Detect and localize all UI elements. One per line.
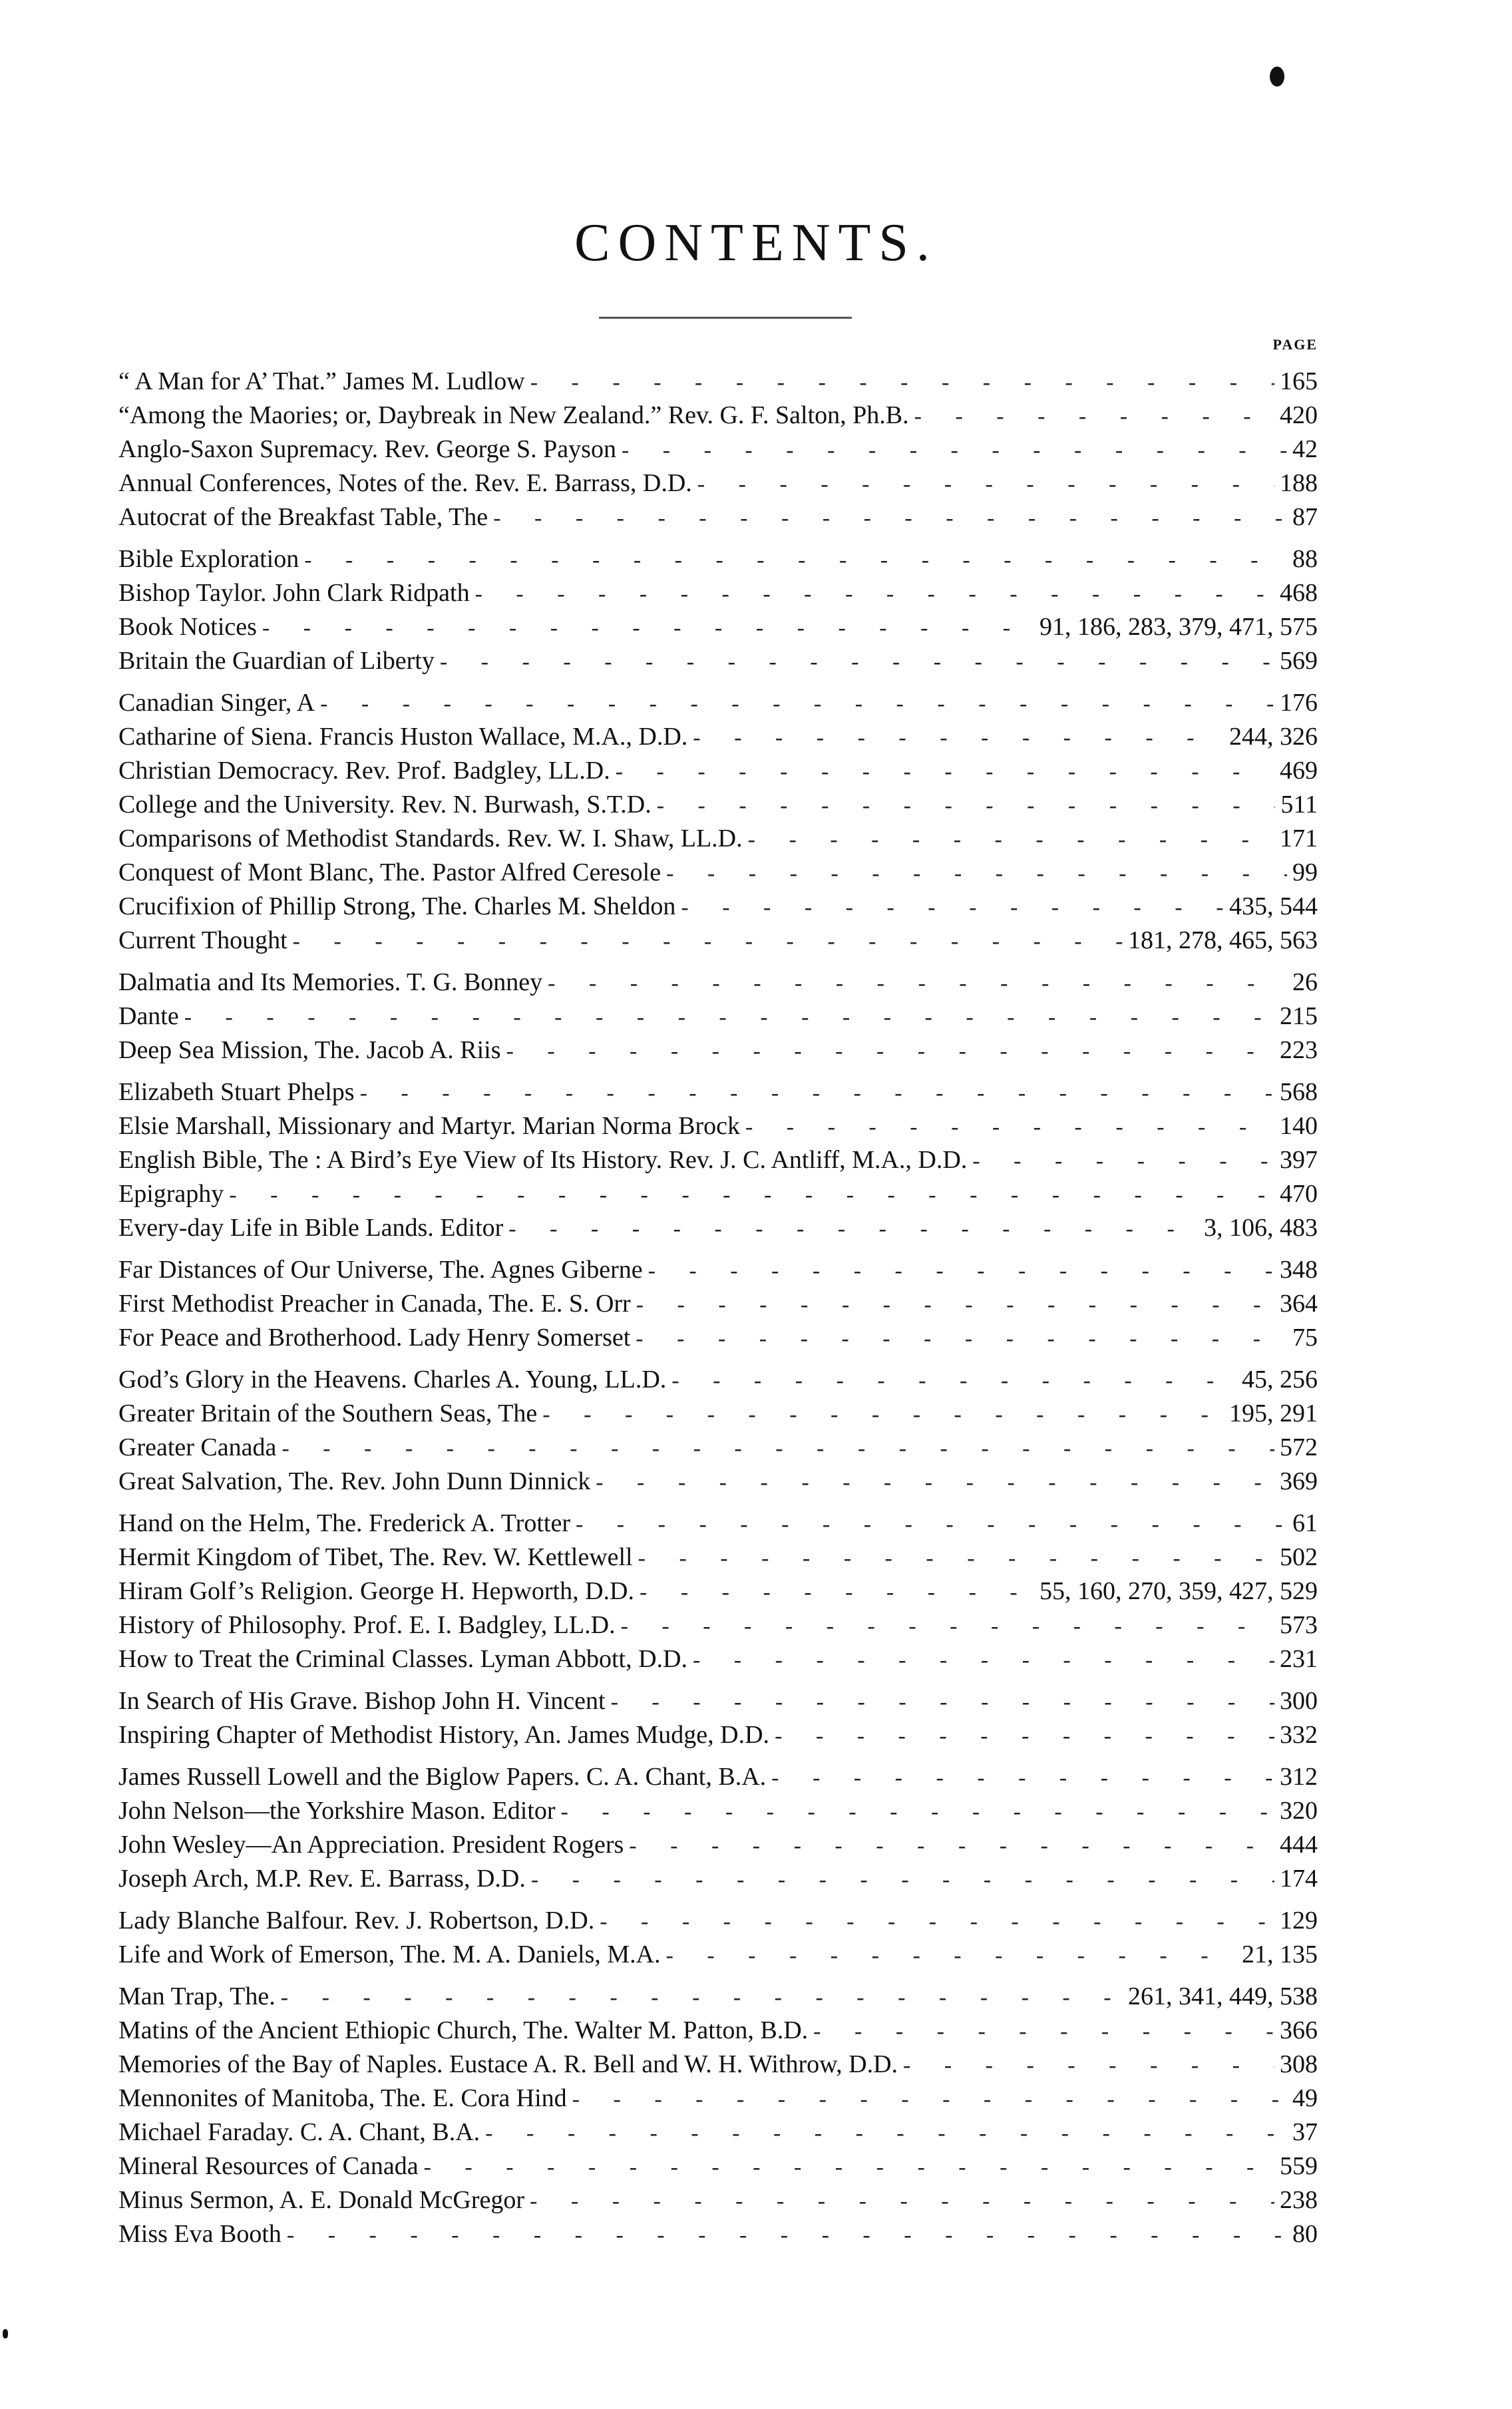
entry-title: History of Philosophy. Prof. E. I. Badgley, LL.D.: [118, 1611, 616, 1639]
dot-leader: [771, 1761, 1274, 1795]
entry-title: Elizabeth Stuart Phelps: [118, 1078, 355, 1106]
entry-page-numbers: 223: [1280, 1036, 1318, 1064]
entry-page-numbers: 165: [1280, 367, 1318, 395]
entry-title: Inspiring Chapter of Methodist History, An. James Mudge, D.D.: [118, 1721, 770, 1749]
dot-leader: [508, 1212, 1199, 1246]
entry-title: Hand on the Helm, The. Frederick A. Trotter: [118, 1509, 570, 1537]
toc-entry: [118, 1541, 1318, 1575]
entry-title: Matins of the Ancient Ethiopic Church, The. Walter M. Patton, B.D.: [118, 2016, 809, 2044]
dot-leader: [576, 1507, 1287, 1541]
entry-title: Deep Sea Mission, The. Jacob A. Riis: [118, 1036, 501, 1064]
dot-leader: [611, 1685, 1274, 1719]
entry-page-numbers: 332: [1280, 1721, 1318, 1749]
toc-entry: [118, 542, 1318, 576]
dot-leader: [600, 1905, 1274, 1939]
toc-entry: [118, 1507, 1318, 1541]
entry-title: Memories of the Bay of Naples. Eustace A. R. Bell and W. H. Withrow, D.D.: [118, 2050, 898, 2078]
entry-title: Annual Conferences, Notes of the. Rev. E. Barrass, D.D.: [118, 469, 692, 497]
dot-leader: [638, 1541, 1274, 1575]
dot-leader: [304, 543, 1287, 577]
toc-entry: [118, 1794, 1318, 1828]
toc-entry: [118, 365, 1318, 399]
dot-leader: [506, 1034, 1274, 1068]
dot-leader: [475, 577, 1274, 611]
dot-leader: [622, 433, 1287, 467]
toc-entry: [118, 433, 1318, 466]
entry-title: Autocrat of the Breakfast Table, The: [118, 503, 488, 531]
entry-title: Man Trap, The.: [118, 1982, 276, 2010]
entry-title: Bible Exploration: [118, 545, 299, 573]
entry-page-numbers: 174: [1280, 1865, 1318, 1893]
entry-page-numbers: 61: [1292, 1509, 1318, 1537]
entry-page-numbers: 435, 544: [1229, 892, 1318, 920]
toc-entry: [118, 856, 1318, 890]
entry-title: Mineral Resources of Canada: [118, 2152, 419, 2180]
toc-entry: [118, 754, 1318, 788]
entry-title: Elsie Marshall, Missionary and Martyr. Marian Norma Brock: [118, 1112, 740, 1140]
entry-title: Far Distances of Our Universe, The. Agnes Giberne: [118, 1256, 643, 1284]
dot-leader: [671, 1364, 1236, 1397]
toc-entry: [118, 1938, 1318, 1972]
ink-dot-mark: [1270, 67, 1284, 87]
entry-title: Christian Democracy. Rev. Prof. Badgley, LL.D.: [118, 757, 610, 785]
entry-page-numbers: 468: [1280, 579, 1318, 607]
dot-leader: [262, 611, 1034, 645]
entry-page-numbers: 244, 326: [1229, 723, 1318, 751]
toc-entry: [118, 720, 1318, 754]
table-of-contents: [118, 365, 1318, 2259]
entry-page-numbers: 75: [1292, 1324, 1318, 1352]
toc-entry: [118, 1718, 1318, 1752]
dot-leader: [424, 2150, 1274, 2184]
toc-entry: [118, 1904, 1318, 1938]
entry-page-numbers: 397: [1280, 1146, 1318, 1174]
entry-page-numbers: 55, 160, 270, 359, 427, 529: [1040, 1577, 1318, 1605]
dot-leader: [542, 1397, 1224, 1431]
dot-leader: [813, 2014, 1274, 2048]
entry-page-numbers: 49: [1292, 2084, 1318, 2112]
entry-page-numbers: 300: [1280, 1687, 1318, 1715]
entry-title: John Wesley—An Appreciation. President Rogers: [118, 1831, 624, 1859]
toc-letter-group: [118, 542, 1318, 678]
toc-entry: [118, 1033, 1318, 1067]
entry-page-numbers: 87: [1292, 503, 1318, 531]
entry-title: Hermit Kingdom of Tibet, The. Rev. W. Kettlewell: [118, 1543, 633, 1571]
entry-title: Lady Blanche Balfour. Rev. J. Robertson, D.D.: [118, 1907, 595, 1935]
entry-page-numbers: 569: [1280, 647, 1318, 675]
toc-letter-group: [118, 1253, 1318, 1355]
dot-leader: [596, 1465, 1274, 1499]
entry-page-numbers: 171: [1280, 825, 1318, 852]
entry-page-numbers: 573: [1280, 1611, 1318, 1639]
toc-entry: [118, 610, 1318, 644]
entry-page-numbers: 238: [1280, 2186, 1318, 2214]
dot-leader: [621, 1609, 1274, 1643]
entry-page-numbers: 140: [1280, 1112, 1318, 1140]
entry-title: Dante: [118, 1002, 179, 1030]
toc-letter-group: [118, 1507, 1318, 1676]
toc-entry: [118, 966, 1318, 1000]
dot-leader: [657, 789, 1276, 823]
entry-page-numbers: 364: [1280, 1290, 1318, 1318]
entry-page-numbers: 176: [1280, 689, 1318, 717]
dot-leader: [572, 2082, 1287, 2116]
toc-entry: [118, 1431, 1318, 1465]
entry-page-numbers: 502: [1280, 1543, 1318, 1571]
entry-title: Greater Canada: [118, 1433, 277, 1461]
entry-page-numbers: 261, 341, 449, 538: [1128, 1982, 1318, 2010]
page-column-label: PAGE: [1272, 336, 1318, 353]
dot-leader: [745, 1110, 1274, 1144]
entry-page-numbers: 366: [1280, 2016, 1318, 2044]
entry-title: Canadian Singer, A: [118, 689, 315, 717]
entry-page-numbers: 3, 106, 483: [1204, 1214, 1318, 1242]
toc-entry: [118, 2183, 1318, 2217]
toc-letter-group: [118, 1363, 1318, 1499]
entry-page-numbers: 420: [1280, 401, 1318, 429]
toc-entry: [118, 1143, 1318, 1177]
dot-leader: [693, 721, 1224, 755]
entry-title: Anglo-Saxon Supremacy. Rev. George S. Payson: [118, 435, 616, 463]
entry-title: James Russell Lowell and the Biglow Papers. C. A. Chant, B.A.: [118, 1763, 767, 1791]
toc-entry: [118, 686, 1318, 720]
entry-title: Crucifixion of Phillip Strong, The. Charles M. Sheldon: [118, 892, 676, 920]
toc-entry: [118, 2048, 1318, 2082]
toc-entry: [118, 1109, 1318, 1143]
entry-page-numbers: 188: [1280, 469, 1318, 497]
toc-entry: [118, 1363, 1318, 1397]
entry-title: In Search of His Grave. Bishop John H. Vincent: [118, 1687, 606, 1715]
title-rule: [599, 317, 852, 319]
toc-entry: [118, 1465, 1318, 1499]
entry-page-numbers: 470: [1280, 1180, 1318, 1208]
entry-page-numbers: 91, 186, 283, 379, 471, 575: [1040, 613, 1318, 641]
toc-entry: [118, 2082, 1318, 2116]
dot-leader: [693, 1643, 1274, 1677]
entry-title: How to Treat the Criminal Classes. Lyman Abbott, D.D.: [118, 1645, 687, 1673]
dot-leader: [530, 365, 1274, 399]
entry-title: Every-day Life in Bible Lands. Editor: [118, 1214, 504, 1242]
entry-title: Epigraphy: [118, 1180, 224, 1208]
toc-letter-group: [118, 1075, 1318, 1245]
toc-entry: [118, 1575, 1318, 1608]
dot-leader: [636, 1322, 1287, 1356]
toc-letter-group: [118, 966, 1318, 1067]
entry-title: Book Notices: [118, 613, 257, 641]
toc-entry: [118, 1862, 1318, 1896]
entry-page-numbers: 37: [1292, 2118, 1318, 2146]
entry-title: Miss Eva Booth: [118, 2220, 282, 2248]
dot-leader: [561, 1795, 1274, 1829]
entry-title: “Among the Maories; or, Daybreak in New Zealand.” Rev. G. F. Salton, Ph.B.: [118, 401, 909, 429]
entry-page-numbers: 308: [1280, 2050, 1318, 2078]
dot-leader: [629, 1829, 1274, 1863]
dot-leader: [360, 1076, 1274, 1110]
dot-leader: [184, 1000, 1274, 1034]
dot-leader: [775, 1719, 1274, 1753]
toc-entry: [118, 1397, 1318, 1431]
entry-title: Britain the Guardian of Liberty: [118, 647, 435, 675]
entry-title: Hiram Golf’s Religion. George H. Hepworth, D.D.: [118, 1577, 634, 1605]
dot-leader: [616, 755, 1274, 789]
toc-entry: [118, 788, 1318, 822]
toc-entry: [118, 644, 1318, 678]
dot-leader: [485, 2116, 1287, 2150]
toc-entry: [118, 890, 1318, 924]
entry-page-numbers: 215: [1280, 1002, 1318, 1030]
entry-title: First Methodist Preacher in Canada, The. E. S. Orr: [118, 1290, 631, 1318]
dot-leader: [531, 1863, 1274, 1897]
dot-leader: [293, 924, 1123, 958]
toc-entry: [118, 1000, 1318, 1033]
entry-page-numbers: 99: [1292, 858, 1318, 886]
dot-leader: [281, 1980, 1123, 2014]
entry-title: God’s Glory in the Heavens. Charles A. Young, LL.D.: [118, 1366, 667, 1393]
toc-entry: [118, 1211, 1318, 1245]
toc-entry: [118, 2217, 1318, 2251]
toc-entry: [118, 1253, 1318, 1287]
entry-title: Dalmatia and Its Memories. T. G. Bonney: [118, 968, 543, 996]
toc-entry: [118, 1177, 1318, 1211]
dot-leader: [666, 856, 1287, 890]
entry-page-numbers: 511: [1280, 791, 1318, 819]
toc-entry: [118, 576, 1318, 610]
dot-leader: [697, 467, 1274, 501]
entry-title: Catharine of Siena. Francis Huston Wallace, M.A., D.D.: [118, 723, 688, 751]
dot-leader: [320, 687, 1274, 721]
dot-leader: [914, 399, 1274, 433]
entry-title: Michael Faraday. C. A. Chant, B.A.: [118, 2118, 480, 2146]
entry-page-numbers: 469: [1280, 757, 1318, 785]
entry-page-numbers: 231: [1280, 1645, 1318, 1673]
edge-ink-mark: [3, 2329, 8, 2338]
toc-entry: [118, 2149, 1318, 2183]
entry-title: Great Salvation, The. Rev. John Dunn Dinnick: [118, 1467, 591, 1495]
entry-title: “ A Man for A’ That.” James M. Ludlow: [118, 367, 525, 395]
toc-letter-group: [118, 1904, 1318, 1972]
entry-title: English Bible, The : A Bird’s Eye View of Its History. Rev. J. C. Antliff, M.A., D.D.: [118, 1146, 968, 1174]
entry-page-numbers: 42: [1292, 435, 1318, 463]
toc-entry: [118, 1642, 1318, 1676]
dot-leader: [548, 966, 1287, 1000]
entry-title: Greater Britain of the Southern Seas, The: [118, 1399, 538, 1427]
dot-leader: [229, 1178, 1274, 1212]
entry-page-numbers: 129: [1280, 1907, 1318, 1935]
toc-entry: [118, 1684, 1318, 1718]
dot-leader: [681, 890, 1224, 924]
entry-title: College and the University. Rev. N. Burwash, S.T.D.: [118, 791, 652, 819]
dot-leader: [666, 1939, 1236, 1972]
dot-leader: [282, 1431, 1274, 1465]
toc-entry: [118, 1321, 1318, 1355]
toc-entry: [118, 1608, 1318, 1642]
toc-entry: [118, 1828, 1318, 1862]
toc-letter-group: [118, 1980, 1318, 2251]
dot-leader: [648, 1254, 1274, 1288]
dot-leader: [287, 2218, 1287, 2252]
toc-entry: [118, 500, 1318, 534]
toc-entry: [118, 1760, 1318, 1794]
entry-page-numbers: 312: [1280, 1763, 1318, 1791]
entry-page-numbers: 88: [1292, 545, 1318, 573]
entry-page-numbers: 572: [1280, 1433, 1318, 1461]
toc-letter-group: [118, 1684, 1318, 1752]
toc-entry: [118, 822, 1318, 856]
entry-title: Minus Sermon, A. E. Donald McGregor: [118, 2186, 525, 2214]
entry-title: Conquest of Mont Blanc, The. Pastor Alfred Ceresole: [118, 858, 662, 886]
entry-page-numbers: 21, 135: [1242, 1941, 1318, 1968]
toc-entry: [118, 924, 1318, 958]
dot-leader: [636, 1288, 1274, 1322]
dot-leader: [748, 823, 1274, 856]
entry-page-numbers: 195, 291: [1229, 1399, 1318, 1427]
dot-leader: [493, 501, 1287, 535]
entry-page-numbers: 369: [1280, 1467, 1318, 1495]
entry-title: Mennonites of Manitoba, The. E. Cora Hind: [118, 2084, 567, 2112]
entry-page-numbers: 568: [1280, 1078, 1318, 1106]
entry-title: Comparisons of Methodist Standards. Rev. W. I. Shaw, LL.D.: [118, 825, 743, 852]
dot-leader: [903, 2048, 1274, 2082]
entry-page-numbers: 320: [1280, 1797, 1318, 1825]
entry-page-numbers: 80: [1292, 2220, 1318, 2248]
dot-leader: [972, 1144, 1274, 1178]
toc-entry: [118, 2116, 1318, 2149]
entry-title: Joseph Arch, M.P. Rev. E. Barrass, D.D.: [118, 1865, 526, 1893]
entry-page-numbers: 444: [1280, 1831, 1318, 1859]
entry-page-numbers: 348: [1280, 1256, 1318, 1284]
entry-title: Bishop Taylor. John Clark Ridpath: [118, 579, 470, 607]
toc-letter-group: [118, 686, 1318, 958]
toc-entry: [118, 2014, 1318, 2048]
entry-page-numbers: 181, 278, 465, 563: [1128, 926, 1318, 954]
dot-leader: [640, 1575, 1034, 1609]
entry-title: John Nelson—the Yorkshire Mason. Editor: [118, 1797, 556, 1825]
entry-title: Life and Work of Emerson, The. M. A. Daniels, M.A.: [118, 1941, 661, 1968]
entry-title: For Peace and Brotherhood. Lady Henry Somerset: [118, 1324, 631, 1352]
toc-entry: [118, 1980, 1318, 2014]
page-title: CONTENTS.: [574, 214, 938, 272]
entry-page-numbers: 45, 256: [1242, 1366, 1318, 1393]
dot-leader: [440, 645, 1274, 679]
entry-title: Current Thought: [118, 926, 287, 954]
toc-entry: [118, 466, 1318, 500]
toc-entry: [118, 1287, 1318, 1321]
dot-leader: [530, 2184, 1274, 2218]
toc-letter-group: [118, 365, 1318, 534]
toc-letter-group: [118, 1760, 1318, 1896]
toc-entry: [118, 399, 1318, 433]
toc-entry: [118, 1075, 1318, 1109]
entry-page-numbers: 559: [1280, 2152, 1318, 2180]
entry-page-numbers: 26: [1292, 968, 1318, 996]
